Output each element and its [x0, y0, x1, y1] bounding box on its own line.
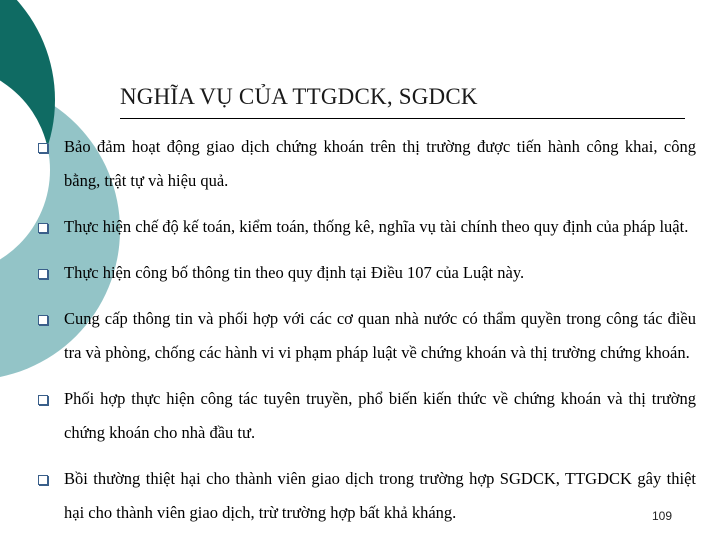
list-item [36, 210, 696, 244]
bullet-text: Phối hợp thực hiện công tác tuyên truyền, phổ biến kiến thức về chứng khoán và thị trường chứng khoán cho nhà đầu tư. [64, 389, 696, 442]
square-bullet-icon [38, 475, 48, 485]
title-underline [120, 118, 685, 119]
list-item [36, 462, 696, 530]
bullet-text: Bảo đảm hoạt động giao dịch chứng khoán trên thị trường được tiến hành công khai, công bằng, trật tự và hiệu quả. [64, 137, 696, 190]
list-item [36, 382, 696, 450]
list-item [36, 302, 696, 370]
bullet-list [36, 130, 696, 542]
square-bullet-icon [38, 269, 48, 279]
list-item [36, 256, 696, 290]
slide-title: NGHĨA VỤ CỦA TTGDCK, SGDCK [120, 84, 478, 109]
page-number: 109 [652, 509, 673, 523]
bullet-text: Cung cấp thông tin và phối hợp với các cơ quan nhà nước có thẩm quyền trong công tác điều tra và phòng, chống các hành vi vi phạm pháp luật về chứng khoán và thị trường chứng khoán. [64, 309, 696, 362]
square-bullet-icon [38, 223, 48, 233]
bullet-text: Thực hiện công bố thông tin theo quy định tại Điều 107 của Luật này. [64, 263, 525, 282]
square-bullet-icon [38, 395, 48, 405]
list-item [36, 130, 696, 198]
square-bullet-icon [38, 315, 48, 325]
bullet-text: Thực hiện chế độ kế toán, kiểm toán, thống kê, nghĩa vụ tài chính theo quy định của pháp luật. [64, 217, 689, 236]
square-bullet-icon [38, 143, 48, 153]
bullet-text: Bồi thường thiệt hại cho thành viên giao dịch trong trường hợp SGDCK, TTGDCK gây thiệt hại cho thành viên giao dịch, trừ trường hợp bất khả kháng. [64, 469, 696, 522]
